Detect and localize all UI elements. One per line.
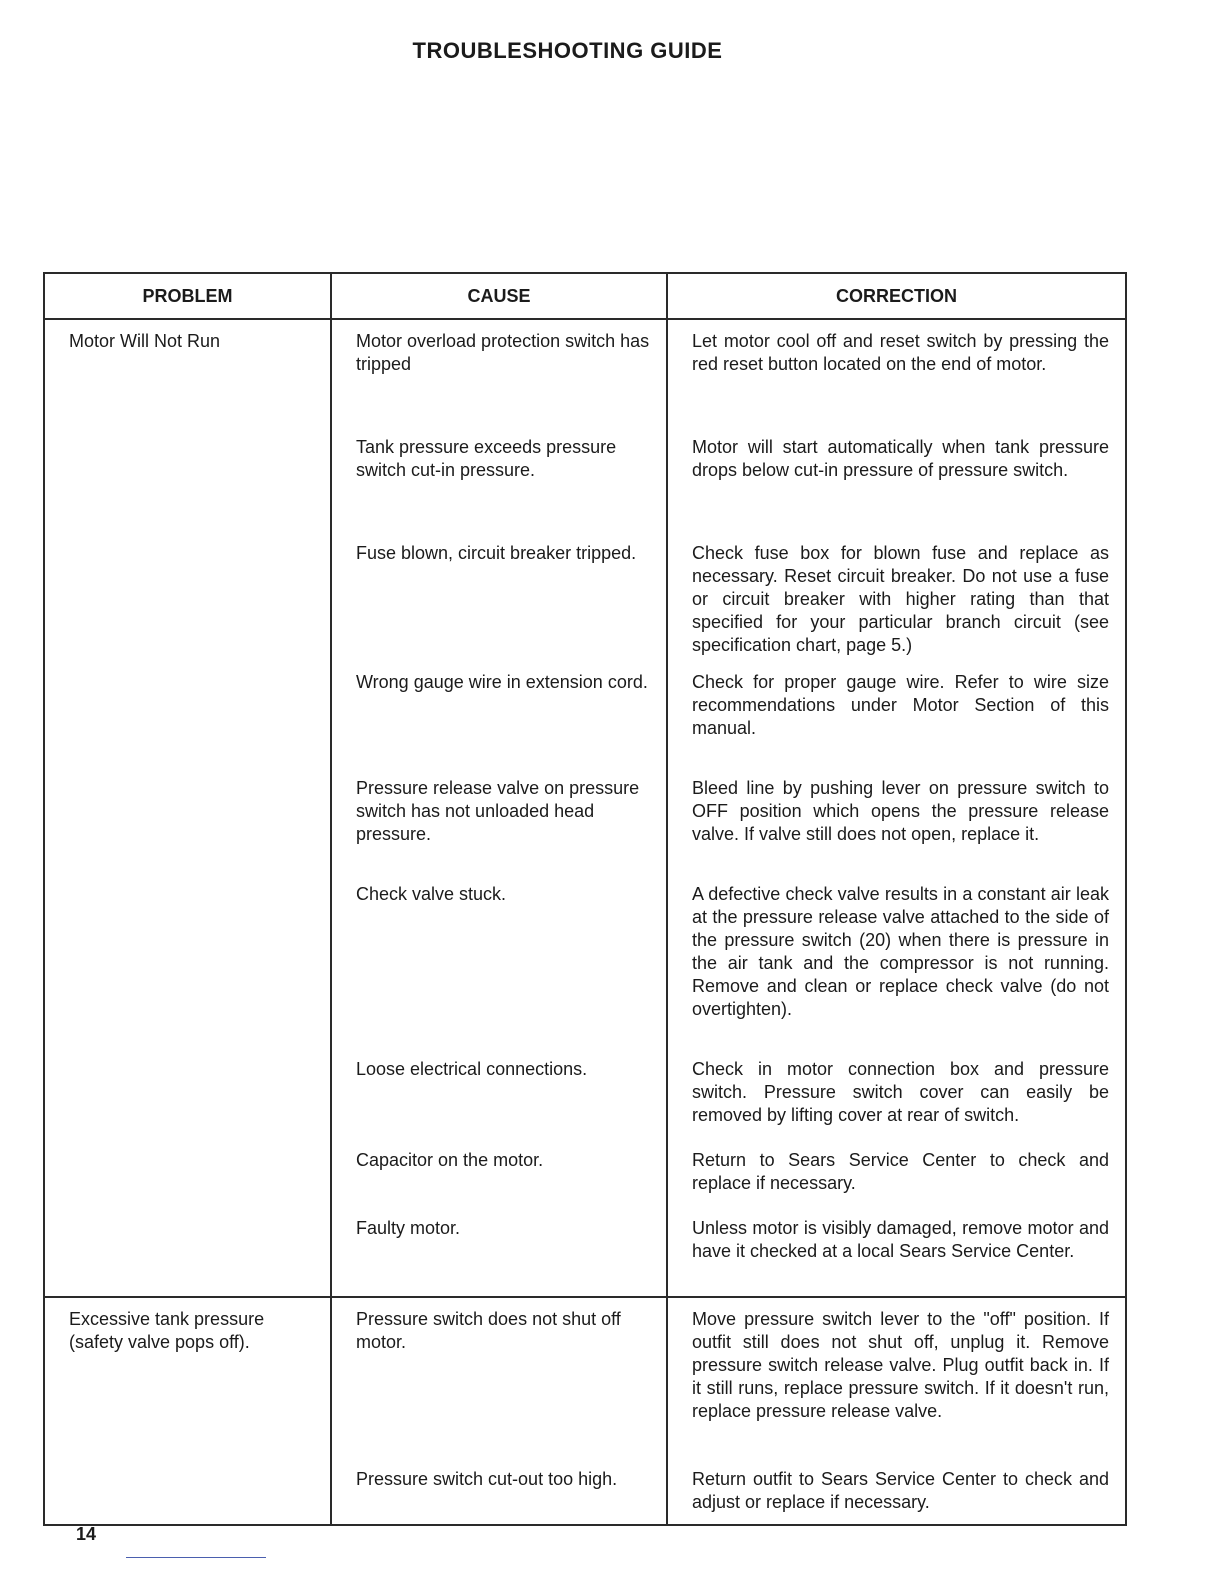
correction-text: Check for proper gauge wire. Refer to wire size recommendations under Motor Section of this manual. <box>692 672 1109 738</box>
correction-text: Unless motor is visibly damaged, remove motor and have it checked at a local Sears Service Center. <box>692 1218 1109 1261</box>
correction-text: A defective check valve results in a constant air leak at the pressure release valve attached to the side of the pressure switch (20) when there is pressure in the air tank and the compressor is not running. Remove and clean or replace check valve (do not overtighten). <box>692 884 1109 1019</box>
problem-cell <box>44 1297 331 1525</box>
correction-text: Return to Sears Service Center to check and replace if necessary. <box>692 1150 1109 1193</box>
problem-text: Motor Will Not Run <box>69 331 221 351</box>
cause-text: Pressure release valve on pressure switch has not unloaded head pressure. <box>356 778 640 844</box>
correction-text: Motor will start automatically when tank pressure drops below cut-in pressure of pressure switch. <box>692 437 1109 480</box>
cause-text: Pressure switch cut-out too high. <box>356 1469 618 1489</box>
cause-text: Wrong gauge wire in extension cord. <box>356 672 648 692</box>
header-problem: PROBLEM <box>44 273 331 319</box>
footer-rule <box>126 1557 266 1558</box>
correction-cell <box>667 1297 1126 1525</box>
correction-text: Move pressure switch lever to the "off" position. If outfit still does not shut off, unplug it. Remove pressure switch release valve. Plug outfit back in. If it still runs, replace pressure switch. If it doesn't run, replace pressure release valve. <box>692 1309 1109 1421</box>
cause-text: Check valve stuck. <box>356 884 507 904</box>
cause-text: Motor overload protection switch has tripped <box>356 331 650 374</box>
correction-text: Return outfit to Sears Service Center to check and adjust or replace if necessary. <box>692 1469 1109 1512</box>
page-number: 14 <box>76 1524 97 1544</box>
cause-text: Tank pressure exceeds pressure switch cut-in pressure. <box>356 437 617 480</box>
correction-text: Let motor cool off and reset switch by pressing the red reset button located on the end of motor. <box>692 331 1109 374</box>
cause-cell <box>331 319 667 1297</box>
table-row <box>44 319 1126 1297</box>
cause-text: Pressure switch does not shut off motor. <box>356 1309 621 1352</box>
table-row <box>44 1297 1126 1525</box>
correction-text: Bleed line by pushing lever on pressure switch to OFF position which opens the pressure release valve. If valve still does not open, replace it. <box>692 778 1109 844</box>
cause-text: Loose electrical connections. <box>356 1059 588 1079</box>
correction-text: Check fuse box for blown fuse and replace as necessary. Reset circuit breaker. Do not use a fuse or circuit breaker with higher rating than that specified for your particular branch circuit (see specification chart, page 5.) <box>692 543 1109 655</box>
correction-text: Check in motor connection box and pressure switch. Pressure switch cover can easily be removed by lifting cover at rear of switch. <box>692 1059 1109 1125</box>
table-header-row <box>44 273 1126 319</box>
header-cause: CAUSE <box>331 273 667 319</box>
cause-text: Faulty motor. <box>356 1218 461 1238</box>
troubleshooting-table <box>43 272 1127 1526</box>
problem-text: Excessive tank pressure (safety valve pops off). <box>69 1309 265 1352</box>
cause-text: Fuse blown, circuit breaker tripped. <box>356 543 637 563</box>
cause-text: Capacitor on the motor. <box>356 1150 544 1170</box>
page-title: TROUBLESHOOTING GUIDE <box>412 38 723 63</box>
correction-cell <box>667 319 1126 1297</box>
header-correction: CORRECTION <box>667 273 1126 319</box>
cause-cell <box>331 1297 667 1525</box>
problem-cell <box>44 319 331 1297</box>
